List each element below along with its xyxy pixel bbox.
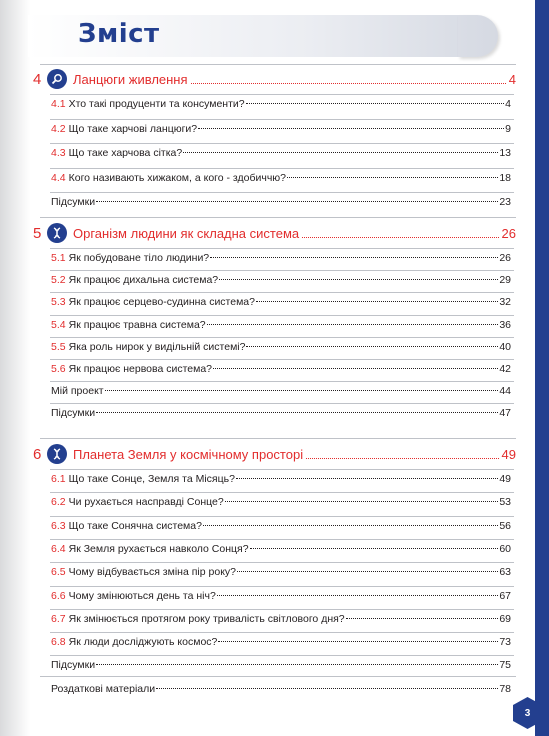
page-number: 3	[524, 707, 531, 719]
entry-number: 6.2	[51, 496, 66, 509]
entry-number: 4.1	[51, 98, 66, 110]
dot-leader	[203, 525, 498, 526]
entry-number: 6.4	[51, 542, 66, 555]
chapter-heading[interactable]	[33, 441, 516, 467]
item-separator	[50, 492, 514, 493]
entry-page: 75	[499, 659, 511, 672]
item-separator	[50, 469, 514, 470]
entry-title: Чому змінюються день та ніч?	[68, 589, 216, 602]
entry-title: Що таке Сонце, Земля та Місяць?	[68, 473, 235, 485]
entry-page: 67	[499, 589, 511, 602]
entry-page: 73	[499, 636, 511, 649]
chapter-title: Планета Земля у космічному просторі	[73, 446, 304, 462]
toc-entry[interactable]	[51, 196, 511, 218]
entry-page: 69	[499, 612, 511, 625]
entry-page: 13	[499, 147, 511, 159]
dna-icon	[47, 223, 67, 243]
item-separator	[50, 539, 514, 540]
appendix-entry[interactable]	[51, 683, 511, 705]
entry-title: Що таке Сонячна система?	[68, 519, 202, 532]
toc-entry[interactable]	[51, 147, 511, 169]
dot-leader	[198, 128, 504, 129]
item-separator	[50, 609, 514, 610]
entry-title: Як працює травна система?	[68, 318, 206, 331]
entry-title: Чи рухається насправді Сонце?	[68, 496, 224, 509]
chapter-number: 6	[33, 445, 42, 463]
dot-leader	[191, 83, 506, 84]
entry-number: 4.4	[51, 171, 66, 184]
entry-title: Як працює дихальна система?	[68, 274, 219, 287]
entry-number: 6.5	[51, 566, 66, 579]
item-separator	[50, 381, 514, 382]
dot-leader	[213, 368, 498, 369]
chapter-heading[interactable]	[33, 66, 516, 92]
dot-leader	[210, 257, 498, 258]
dot-leader	[219, 279, 498, 280]
item-separator	[50, 94, 514, 95]
dot-leader	[236, 478, 498, 479]
side-band	[535, 0, 549, 736]
item-separator	[50, 586, 514, 587]
entry-number: 4.2	[51, 122, 66, 135]
dot-leader	[225, 501, 499, 502]
entry-title: Що таке харчові ланцюги?	[68, 122, 198, 135]
dot-leader	[96, 664, 498, 665]
dot-leader	[256, 301, 498, 302]
entry-title: Що таке харчова сітка?	[68, 147, 183, 159]
entry-title: Як побудоване тіло людини?	[68, 252, 210, 264]
dot-leader	[237, 571, 498, 572]
entry-title: Як люди досліджують космос?	[68, 636, 218, 649]
item-separator	[50, 168, 514, 169]
entry-page: 23	[499, 196, 511, 208]
entry-title: Як працює нервова система?	[68, 363, 213, 375]
entry-title: Підсумки	[51, 196, 96, 208]
entry-page: 44	[499, 385, 511, 398]
entry-number: 4.3	[51, 147, 66, 159]
dot-leader	[156, 688, 498, 689]
entry-title: Як змінюється протягом року тривалість світлового дня?	[68, 612, 345, 625]
item-separator	[50, 192, 514, 193]
entry-page: 9	[505, 122, 511, 135]
entry-number: 6.3	[51, 519, 66, 532]
entry-title: Підсумки	[51, 659, 96, 672]
entry-number: 5.1	[51, 252, 66, 264]
dot-leader	[96, 412, 498, 413]
toc-entry[interactable]	[51, 659, 511, 681]
chapter-heading[interactable]	[33, 220, 516, 246]
entry-page: 26	[499, 252, 511, 264]
entry-title: Як працює серцево-судинна система?	[68, 296, 255, 309]
item-separator	[50, 337, 514, 338]
toc-entry[interactable]	[51, 98, 511, 120]
dot-leader	[246, 103, 505, 104]
item-separator	[50, 143, 514, 144]
chapter-separator	[40, 438, 516, 439]
entry-page: 18	[499, 171, 511, 184]
entry-number: 6.6	[51, 589, 66, 602]
item-separator	[50, 655, 514, 656]
item-separator	[50, 562, 514, 563]
chapter-page: 26	[501, 225, 516, 241]
appendix-separator	[40, 676, 516, 677]
dot-leader	[218, 641, 498, 642]
entry-page: 56	[499, 519, 511, 532]
toc-entry[interactable]	[51, 407, 511, 429]
chapter-number: 4	[33, 70, 42, 88]
entry-page: 40	[499, 340, 511, 353]
entry-title: Як Земля рухається навколо Сонця?	[68, 542, 249, 555]
entry-page: 42	[499, 363, 511, 375]
dot-leader	[346, 618, 499, 619]
entry-title: Яка роль нирок у видільній системі?	[68, 340, 246, 353]
chapter-page: 49	[501, 446, 516, 462]
chapter-page: 4	[508, 71, 516, 87]
item-separator	[50, 292, 514, 293]
entry-page: 63	[499, 566, 511, 579]
entry-number: 5.6	[51, 363, 66, 375]
dot-leader	[287, 177, 498, 178]
chapter-separator	[40, 64, 516, 65]
chapter-separator	[40, 217, 516, 218]
dot-leader	[207, 324, 499, 325]
entry-title: Мій проект	[51, 385, 104, 398]
page-edge-shadow	[0, 0, 30, 736]
entry-number: 5.2	[51, 274, 66, 287]
dot-leader	[183, 152, 498, 153]
item-separator	[50, 632, 514, 633]
entry-page: 60	[499, 542, 511, 555]
entry-number: 5.3	[51, 296, 66, 309]
toc-entry[interactable]	[51, 123, 511, 145]
item-separator	[50, 359, 514, 360]
entry-number: 5.4	[51, 318, 66, 331]
entry-number: 6.1	[51, 473, 66, 485]
entry-page: 78	[499, 683, 511, 695]
dot-leader	[105, 390, 499, 391]
toc-entry[interactable]	[51, 172, 511, 194]
entry-page: 32	[499, 296, 511, 309]
item-separator	[50, 270, 514, 271]
item-separator	[50, 315, 514, 316]
entry-page: 4	[505, 98, 511, 110]
dot-leader	[217, 595, 499, 596]
item-separator	[50, 248, 514, 249]
entry-title: Кого називають хижаком, а кого - здобиччю?	[68, 171, 287, 184]
entry-title: Роздаткові матеріали	[51, 683, 156, 695]
entry-title: Чому відбувається зміна пір року?	[68, 566, 236, 579]
dna-icon	[47, 444, 67, 464]
chapter-title: Ланцюги живлення	[73, 71, 188, 87]
chapter-number: 5	[33, 224, 42, 242]
entry-number: 6.7	[51, 612, 66, 625]
entry-page: 53	[499, 496, 511, 509]
dot-leader	[302, 237, 498, 238]
entry-title: Підсумки	[51, 407, 96, 420]
page-title: Зміст	[78, 19, 160, 49]
entry-page: 36	[499, 318, 511, 331]
dot-leader	[96, 201, 498, 202]
entry-title: Хто такі продуценти та консументи?	[68, 98, 245, 110]
dot-leader	[250, 548, 499, 549]
dot-leader	[306, 458, 498, 459]
entry-page: 29	[499, 274, 511, 287]
item-separator	[50, 516, 514, 517]
item-separator	[50, 403, 514, 404]
entry-page: 47	[499, 407, 511, 420]
entry-number: 6.8	[51, 636, 66, 649]
item-separator	[50, 119, 514, 120]
entry-number: 5.5	[51, 340, 66, 353]
dot-leader	[246, 346, 498, 347]
entry-page: 49	[499, 473, 511, 485]
chapter-title: Організм людини як складна система	[73, 225, 300, 241]
magnifier-icon	[47, 69, 67, 89]
